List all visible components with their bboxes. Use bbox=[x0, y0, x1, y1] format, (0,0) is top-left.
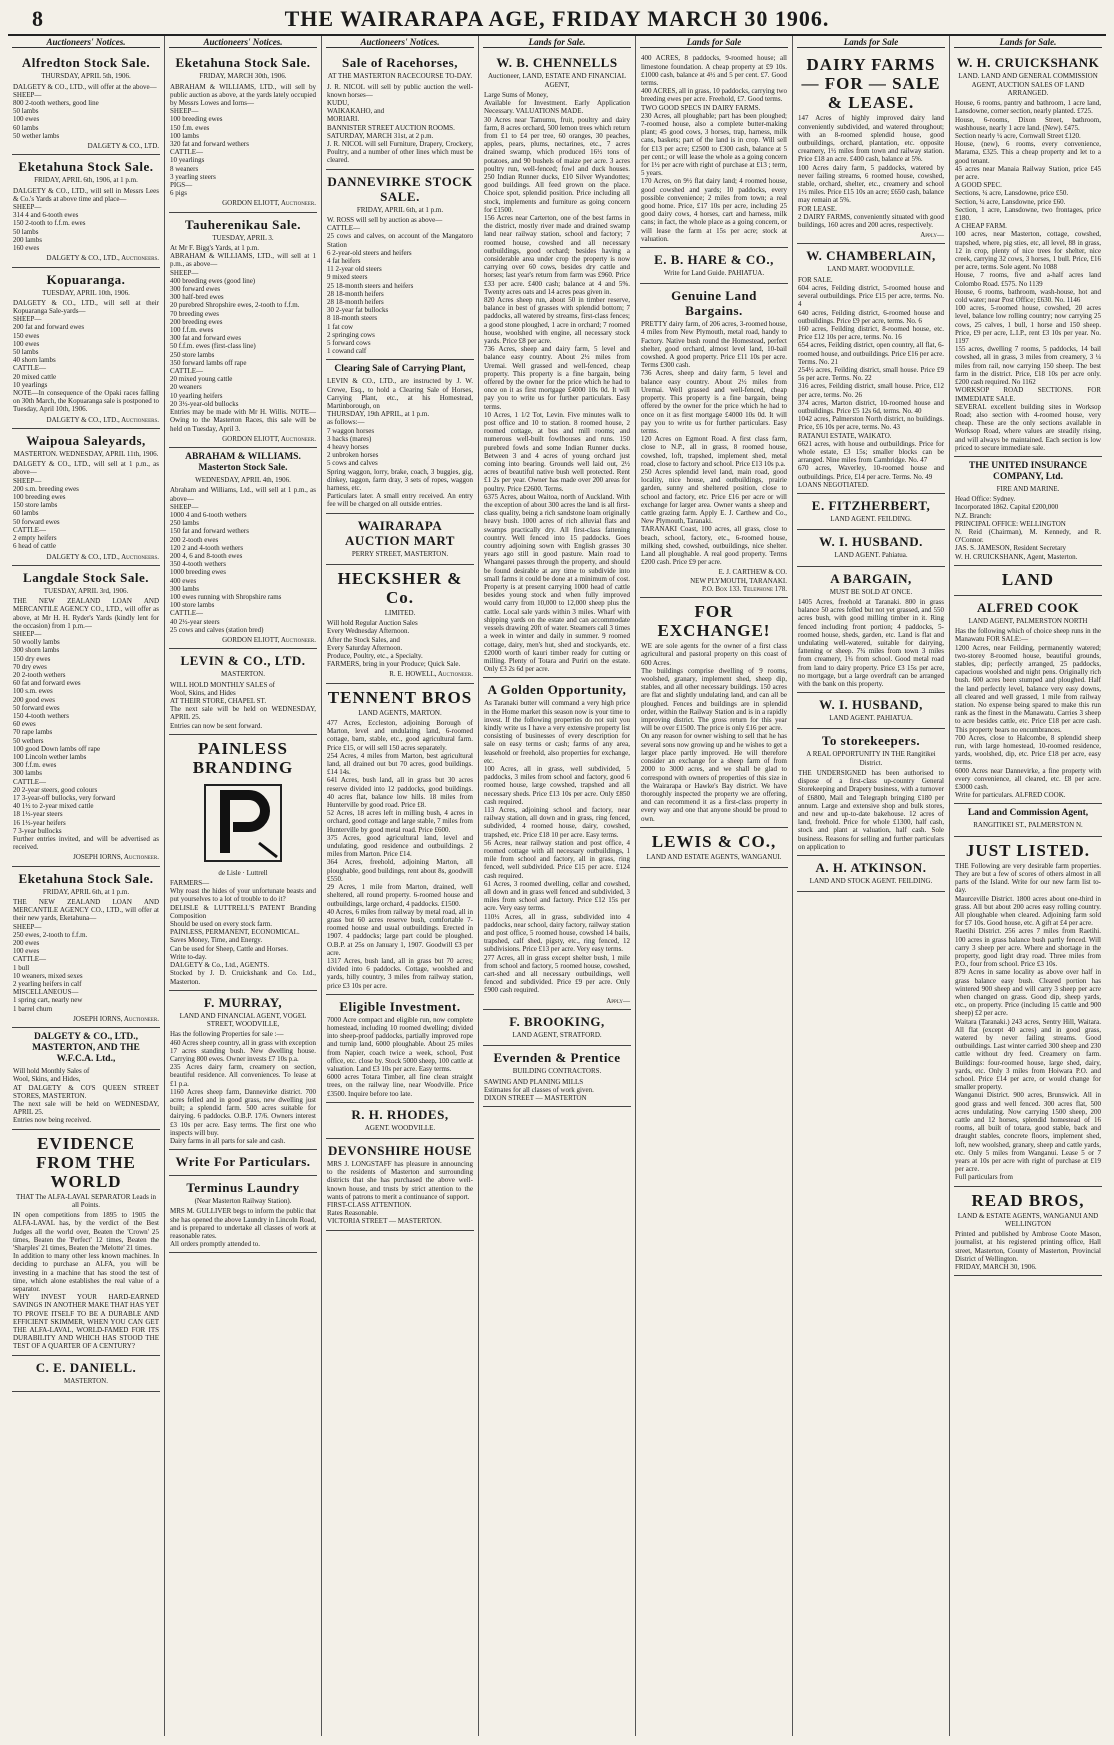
advertisement bbox=[483, 51, 631, 678]
ad-signature: DALGETY & CO., LTD. bbox=[87, 142, 159, 151]
ad-heading: Eketahuna Stock Sale. bbox=[175, 55, 311, 71]
ad-body: Large Sums of Money, Available for Investment. Early Application Necessary. VALUATIONS MADE. 30 Acres near Tamumu, fruit, poultry and dairy farm, 8 acres orchard, 500 lemon trees which return from £1 to £4 per tree, 60 oranges, 30 peaches, apples, pears, plums, nectarines, etc., 7 acres drained swamp, which produced 16½ tons of potatoes, and 90 bushels of maize per acre. 3 acres poultry run, well-fenced; fowl and duck houses. 250 Indian Runner ducks, £10 Silver Wyandottes; good buildings. All feed grown on the place. Choice spot, splendid position. Price including all stock, implements and furniture as going concern for £1500. 156 Acres near Carterton, one of the best farms in the district, mostly river made and drained swamp land near railway station, school and factory; 7 roomed house, cowshed and all necessary outbuildings, good orchard; besides having a considerable area under crop the property is now carrying over 60 cows, besides dry cattle and horses; last year's return from farm was £960. Price £33 per acre. £400 cash; balance at 4 and 5%. Twenty acres oats and 14 acres peas given in. 820 Acres sheep run, about 50 in timber reserve, balance in best of grasses with splendid bottom; 7 paddocks, all watered by streams, first-class fences; a good stone ploughed, 1 acre in orchard; 7 roomed house, woolshed with engine, all necessary stock yards. Price £8 per acre. 736 Acres, sheep and dairy farm, 5 level and balance easy country. About 2½ miles from Uremai. Well grassed and well-fenced, cheap property. This property is a fine bargain, being offered by the owner for the price which he had to once on it as first mortgage £4000 10s 0d. It will pay you to write us for further particulars. Easy terms. 10 Acres, 1 1/2 Tot, Levin. Five minutes walk to post office and 10 to station. 8 roomed house, 2 roomed cottage, at bus and mill rooms; and numerous well-built fowlhouses and runs. 150 purebred fowls and some Indian Runner ducks. Between 3 and 4 acres of young orchard just coming into bearing. Grounds well laid out, 2½ acres of beautiful native bush well protected. Rent £1 2s per year. Owner has made over 200 areas for poultry. Price £2600. Terms. 6375 Acres, about Waitoa, north of Auckland. With the exception of about 300 acres the land is all first-class quality, being a rich sandstone loam originally heavy bush. 1000 acres of rich alluvial flats and swamps practically dry. All first-class fattening country. Well fenced into 15 paddocks. Goes country adjoining sown with English grasses 30 years ago still in good pasture. Main road to Whangarei passes through the property, and should be found desirable at any time to subdivide into small farms it could be done at a minimum of cost. Property is at present carrying 1000 head of cattle besides young stock and when fully improved would carry from 10,000 to 12,000 sheep plus the cattle. Local sale yards within 3 miles. Wharf with shipping yards on the estate and can accommodate vessels drawing 20ft of water. Steamers call 3 times a week in winter and daily in summer. 9 roomed cottage, dairy, men's hut, shed and stockyards, etc. £2000 worth of kauri timber ready for cutting or milling. Plenty of Totara and Puriri on the estate. Only £3 2s 6d per acre. bbox=[484, 90, 630, 674]
advertisement bbox=[954, 804, 1102, 836]
ad-heading: READ BROS, bbox=[971, 1190, 1085, 1210]
advertisement bbox=[326, 1103, 474, 1139]
advertisement bbox=[326, 1139, 474, 1231]
ad-body: WILL HOLD MONTHLY SALES of Wool, Skins, and Hides AT THEIR STORE, CHAPEL ST. The next sale will be held on WEDNESDAY, APRIL 25. Entries can now be sent forward. bbox=[170, 680, 316, 730]
advertisement bbox=[797, 51, 945, 244]
page-number: 8 bbox=[32, 6, 43, 31]
column-header: Lands for Sale bbox=[797, 38, 945, 48]
ad-body: 147 Acres of highly improved dairy land conveniently subdivided, and watered throughout; with an 8-roomed splendid house, good outbuildings, orchard, plantation, etc. opposite creamery, 1½ miles from town and railway station. Price £18 an acre. £400 cash, balance at 5%. 100 Acres dairy farm, 5 paddocks, watered by never failing streams, 6 roomed house, cowshed, stable, orchard, shelter, etc., creamery and school 1½ miles. Price £15 10s an acre; £650 cash, balance may remain at 5%. FOR LEASE. 2 DAIRY FARMS, conveniently situated with good buildings, 160 acres and 200 acres, respectively. bbox=[798, 114, 944, 229]
ad-body: MRS M. GULLIVER begs to inform the public that she has opened the above Laundry in Lincoln Road, and is prepared to undertake all classes of work at reasonable rates. All orders promptly attended to. bbox=[170, 1207, 316, 1249]
ad-subheading: THURSDAY, APRIL 5th, 1906. bbox=[41, 72, 131, 81]
advertisement bbox=[954, 566, 1102, 596]
column-header: Lands for Sale. bbox=[483, 38, 631, 48]
advertisement bbox=[640, 284, 788, 598]
ad-body: Has the following Properties for sale :— 460 Acres sheep country, all in grass with exception 17 acres standing bush. New dwelling house. Carrying 800 ewes. Owner invests £7 10s p.a. 235 Acres dairy farm, creamery on section, beautiful residence. All conveniences. To lease at £1 p.a. 1160 Acres sheep farm, Dannevirke district. 700 acres felled and in good grass, new dwelling just built; a splendid farm. 500 acres suitable for dairying. 6 paddocks. O.B.P. 17/6. Owners interest £3 10s per acre. Easy terms. The first one who inspects will buy. Dairy farms in all parts for sale and cash. bbox=[170, 1030, 316, 1145]
ad-subheading: TUESDAY, APRIL 3rd, 1906. bbox=[43, 586, 129, 595]
ad-subheading: Write for Land Guide. PAHIATUA. bbox=[663, 268, 765, 277]
ad-subheading: TUESDAY, APRIL 10th, 1906. bbox=[42, 288, 130, 297]
ad-subheading: LAND MART. WOODVILLE. bbox=[827, 265, 915, 274]
advertisement bbox=[797, 494, 945, 530]
advertisement bbox=[326, 514, 474, 565]
ad-body: 7000 Acre compact and eligible run, now complete homestead, including 10 roomed dwelling; divided into sheep-proof paddocks, partially improved rope and turnip land, 6000 ploughable. About 25 miles from Napier, coach twice a week, school, Post office, etc. close by. Stock 5000 sheep, 100 cattle at valuation. Land £3 10s per acre. Easy terms. 6000 acres Totara Timber, all fine clean straight trees, on the railway line, near Woodville. Price £3500. Inquire before too late. bbox=[327, 1015, 473, 1098]
ad-subheading: MASTERTON. WEDNESDAY, APRIL 11th, 1906. bbox=[13, 449, 159, 458]
ad-body: WE are sole agents for the owner of a first class agricultural and pastoral property on this coast of 600 Acres. The buildings comprise dwelling of 9 rooms, woolshed, granary, implement shed, sheep dip, stables, and all other necessary buildings. 150 acres are flat and slightly undulating land, and can all be ploughed. Fences and buildings are in splendid order, within the Railway Station and is in a rapidly improving district. The gross return for this year will be over £1500. The price is only £16 per acre. On any reason for owner wishing to sell that he has several sons now growing up and he wishes to get a larger place partly improved. He will therefore consider an exchange for a sheep farm of from 2000 to 3000 acres, and we shall be glad to correspond with owners of properties of this size in the Wairarapa or Hawke's Bay district. We have thoroughly inspected the property we are offering, and can recommend it as a first-class property in every way and one that anyone should be proud to own. bbox=[641, 642, 787, 823]
ad-heading: Genuine Land Bargains. bbox=[671, 288, 757, 319]
ad-subheading: FRIDAY, APRIL 6th, at 1 p.m. bbox=[356, 205, 444, 214]
ad-body: At Mr F. Bigg's Yards, at 1 p.m. ABRAHAM & WILLIAMS, LTD., will sell at 1 p.m., as above— SHEEP— 400 breeding ewes (good line) 300 forward ewes 300 half-bred ewes 20 purebred Shropshire ewes, 2-tooth to f.f.m. 70 breeding ewes 200 breeding ewes 100 f.f.m. ewes 300 fat and forward ewes 50 f.f.m. ewes (first-class line) 250 store lambs 350 forward lambs off rape CATTLE— 20 mixed young cattle 20 weaners 10 yearling heifers 20 3½-year-old bullocks Entries may be made with Mr H. Willis. NOTE—Owing to the Masterton Races, this sale will be held on Tuesday, April 3. bbox=[170, 244, 316, 433]
ad-subheading: AGENT. WOODVILLE. bbox=[364, 1123, 436, 1132]
ad-heading: WAIRARAPA AUCTION MART bbox=[345, 517, 455, 548]
ad-body: THE NEW ZEALAND LOAN AND MERCANTILE AGENCY CO., LTD., will offer at their new yards, Eketahuna— SHEEP— 250 ewes, 2-tooth to f.f.m. 200 ewes 100 ewes CATTLE— 1 bull 10 weaners, mixed sexes 2 yearling heifers in calf MISCELLANEOUS— 1 spring cart, nearly new 1 barrel churn bbox=[13, 897, 159, 1013]
ad-heading: Eketahuna Stock Sale. bbox=[18, 870, 154, 886]
ad-body: Head Office: Sydney. Incorporated 1862. Capital £200,000 N.Z. Branch: PRINCIPAL OFFICE: WELLINGTON N. Reid (Chairman), M. Kennedy, and R. O'Connor. JAS. S. JAMESON, Resident Secretary W. H. CRUICKSHANK, Agent, Masterton. bbox=[955, 495, 1101, 561]
advertisement bbox=[12, 566, 160, 867]
column-5 bbox=[636, 36, 793, 1736]
advertisement bbox=[326, 684, 474, 995]
ad-body: IN open competitions from 1895 to 1905 the ALFA-LAVAL has, by the verdict of the Best Judges all the world over, Beaten the 'Crown' 25 times, Beaten the 'Perfect' 12 times, Beaten the 'Sharples' 21 times, Beaten the 'Melotte' 21 times. In addition to many other less known machines. In deciding to purchase an ALFA, you will be investing in a machine that has stood the test of time, which alone establishes the real value of a separator. WHY INVEST YOUR HARD-EARNED SAVINGS IN ANOTHER MAKE THAT HAS YET TO PROVE ITSELF TO BE A DURABLE AND EFFICIENT SKIMMER, WHEN YOU CAN GET THE ALFA-LAVAL, WORLD-FAMED FOR ITS DURABILITY AND WHICH HAS STOOD THE TEST OF A QUARTER OF A CENTURY? bbox=[13, 1211, 159, 1351]
advertisement bbox=[954, 596, 1102, 805]
ad-signature: JOSEPH IORNS, Auctioneer. bbox=[73, 853, 159, 862]
ad-subheading: PERRY STREET, MASTERTON. bbox=[351, 549, 449, 558]
advertisement bbox=[169, 213, 317, 448]
ad-body: DALGETY & CO., LTD., will sell at 1 p.m., as above— SHEEP— 200 s.m. breeding ewes 100 breeding ewes 150 store lambs 60 lambs 50 forward ewes CATTLE— 2 empty heifers 6 head of cattle bbox=[13, 460, 159, 551]
ad-subheading: LAND AGENTS, MARTON. bbox=[358, 708, 442, 717]
advertisement bbox=[954, 1187, 1102, 1277]
ad-heading: W. B. CHENNELLS bbox=[496, 55, 618, 71]
ad-signature: R. E. HOWELL, Auctioneer. bbox=[389, 670, 473, 679]
ad-heading: Evernden & Prentice bbox=[493, 1050, 621, 1066]
ad-subheading: LAND AGENT. PAHIATUA. bbox=[829, 714, 913, 723]
ad-signature: GORDON ELIOTT, Auctioneer. bbox=[222, 434, 316, 443]
ad-body: W. ROSS will sell by auction as above— CATTLE— 25 cows and calves, on account of the Mangatoro Station 6 2-year-old steers and heifers 4 fat heifers 11 2-year old steers 9 mixed steers 25 18-month steers and heifers 28 18-month heifers 28 18-month heifers 30 2-year fat bullocks 8 18-month steers 1 fat cow 2 springing cows 5 forward cows 1 cowand calf bbox=[327, 215, 473, 356]
ad-heading: PAINLESS BRANDING bbox=[192, 738, 294, 777]
ad-body: 400 ACRES, 8 paddocks, 9-roomed house; all limestone foundation. A cheap property at £9 10s. £1000 cash, balance at 4½ and 5 per cent. £7. Good terms. 400 ACRES, all in grass, 10 paddocks, carrying two breeding ewes per acre. Freehold, £7. Good terms. TWO GOOD SPECS IN DAIRY FARMS. 230 Acres, all ploughable; part has been ploughed; 7-roomed house, also a complete butter-making plant; 45 good cows, 3 horses, trap, harness, milk cans, baskets; part of the land is in crop. Will sell for £13 per acre; £2500 to £300 cash, balance at 5 per cent.; or will lease the whole as a going concern for 1½ per acre with right of purchase at £13 ; term, 5 years. 170 Acres, on 9½ flat dairy land; 4 roomed house, good cowshed and yards; 10 paddocks, every possible convenience; 2 miles from town; a real good home. Price, £17 10s per acre, including 25 good dairy cows, 4 horses, cart and harness, milk cans; in fact, the whole place as a going concern, or will lease the farm at 15s per acre; stock at valuation. bbox=[641, 54, 788, 243]
ad-subheading: LAND AGENT. FEILDING. bbox=[830, 515, 912, 524]
ad-heading: W. CHAMBERLAIN, bbox=[806, 248, 936, 264]
advertisement bbox=[326, 51, 474, 169]
ad-body: ABRAHAM & WILLIAMS, LTD., will sell by public auction as above, at the yards lately occupied by Messrs Lowes and Iorns— SHEEP— 100 breeding ewes 150 f.m. ewes 100 lambs 320 fat and forward wethers CATTLE— 10 yearlings 8 weaners 3 yearling steers PIGS— 6 pigs bbox=[170, 82, 316, 198]
ad-body: Will hold Regular Auction Sales Every Wednesday Afternoon. After the Stock Sales, and Every Saturday Afternoon. Produce, Poultry, etc., a Specialty. FARMERS, bring in your Produce; Quick Sale. bbox=[327, 619, 461, 669]
advertisement bbox=[797, 567, 945, 694]
advertisement bbox=[326, 360, 474, 513]
advertisement bbox=[169, 51, 317, 212]
advertisement bbox=[483, 678, 631, 1010]
ad-heading: ABRAHAM & WILLIAMS. Masterton Stock Sale. bbox=[185, 452, 301, 473]
ad-heading: Kopuaranga. bbox=[46, 271, 126, 287]
ad-heading: Waipoua Saleyards, bbox=[26, 432, 146, 448]
column-2 bbox=[165, 36, 322, 1736]
ad-subheading: FRIDAY, APRIL 6th, at 1 p.m. bbox=[42, 887, 130, 896]
column-header: Auctioneers' Notices. bbox=[12, 38, 160, 48]
ad-heading: Eketahuna Stock Sale. bbox=[18, 159, 154, 175]
advertisement bbox=[12, 51, 160, 155]
ad-heading: W. I. HUSBAND, bbox=[819, 697, 923, 713]
ad-subheading: Auctioneer, LAND, ESTATE AND FINANCIAL AGENT, bbox=[488, 72, 626, 89]
ad-heading: Eligible Investment. bbox=[339, 998, 461, 1014]
ad-body: Will hold Monthly Sales of Wool, Skins, and Hides, AT DALGETY & CO'S QUEEN STREET STORES, MASTERTON. The next sale will be held on WEDNESDAY, APRIL 25. Entries now being received. bbox=[13, 1067, 159, 1125]
ad-subheading: A REAL OPPORTUNITY IN THE Rangitikei District. bbox=[806, 750, 936, 767]
ad-heading: Land and Commission Agent, bbox=[967, 808, 1089, 819]
ad-heading: W. I. HUSBAND. bbox=[819, 534, 923, 550]
advertisement bbox=[797, 244, 945, 494]
ad-subheading: FRIDAY, APRIL 6th, 1906, at 1 p.m. bbox=[34, 176, 138, 185]
ad-body: FARMERS— Why roast the hides of your unfortunate beasts and put yourselves to a lot of trouble to do it? DELISLE & LUTTRELL'S PATENT Branding Composition Should be used on every stock farm. PAINLESS, PERMANENT, ECONOMICAL. Saves Money, Time, and Energy. Can be used for Sheep, Cattle and Horses. Write to-day. DALGETY & Co., Ltd., AGENTS. Stocked by J. D. Cruickshank and Co. Ltd., Masterton. bbox=[170, 879, 316, 986]
ad-subheading: LAND AND STOCK AGENT. FEILDING. bbox=[809, 877, 933, 886]
advertisement bbox=[169, 1150, 317, 1176]
ad-heading: TENNENT BROS bbox=[327, 687, 473, 707]
masthead bbox=[8, 4, 1106, 36]
advertisement bbox=[640, 51, 788, 248]
ad-heading: HECKSHER & Co. bbox=[337, 568, 463, 607]
brand-p-icon bbox=[203, 783, 283, 863]
ad-heading: DAIRY FARMS — FOR — SALE & LEASE. bbox=[801, 55, 941, 113]
ad-heading: JUST LISTED. bbox=[965, 840, 1091, 860]
ad-subheading: LIMITED. bbox=[384, 608, 416, 617]
advertisement bbox=[169, 1176, 317, 1253]
ad-body: Has the following which of choice sheep runs in the Manawatu FOR SALE:— 1200 Acres, near Feilding, permanently watered; two-storey 8-roomed house, beautiful grounds, stables, dip; perfectly arranged, 25 paddocks, capacious woolshed and night pens. Originally rich bush. 600 acres been stumped and ploughed. Half the land perfectly level, balance very easy downs, all cleared and well grassed, 1 mile from railway station. No expense being spared to make this run rank as the finest in the Manawatu. Carries 3 sheep to acre besides cattle, etc. Price £18 per acre cash. This property bears no encumbrances. 700 Acres, close to Halcombe, 8 splendid sheep run, with large homestead, 10-roomed residence, yards, woolshed, dip, etc. Price £18 per acre, easy terms. 6000 Acres near Dannevirke, a fine property with every convenience, all cleared, etc. £8 per acre. £3000 cash. Write for particulars. ALFRED COOK. bbox=[955, 627, 1101, 800]
ad-signature: Apply— bbox=[606, 996, 630, 1005]
advertisement bbox=[797, 693, 945, 729]
ad-subheading: LAND & ESTATE AGENTS, WANGANUI AND WELLINGTON bbox=[957, 1211, 1099, 1228]
advertisement bbox=[12, 268, 160, 429]
advertisement bbox=[954, 457, 1102, 566]
advertisement bbox=[169, 735, 317, 991]
ad-subheading: FRIDAY, MARCH 30th, 1906. bbox=[199, 72, 287, 81]
ad-heading: FOR EXCHANGE! bbox=[657, 602, 771, 641]
ad-subheading: TUESDAY, APRIL 3. bbox=[212, 233, 274, 242]
ad-heading: DEVONSHIRE HOUSE bbox=[328, 1143, 472, 1159]
advertisement bbox=[12, 429, 160, 566]
ad-body: DALGETY & CO., LTD., will sell in Messrs Lees & Co.'s Yards at above time and place— SHEEP— 314 4 and 6-tooth ewes 150 2-tooth to f.f.m. ewes 50 lambs 200 lambs 160 ewes bbox=[13, 186, 159, 253]
ad-body: LEVIN & CO., LTD., are instructed by J. W. Crewe, Esq., to hold a Clearing Sale of Horses, Carrying Plant, etc., at his Homestead, Martinborough, on THURSDAY, 19th APRIL, at 1 p.m. as follows:— 7 waggon horses 3 hacks (mares) 4 heavy horses 2 unbroken horses 5 cows and calves Spring waggon, lorry, brake, coach, 3 buggies, gig, dinkey, taggon, farm dray, 3 sets of ropes, waggon harness, etc. Particulars later. A small entry received. An entry fee will be charged on all outside entries. bbox=[327, 377, 473, 509]
column-header: Auctioneers' Notices. bbox=[326, 38, 474, 48]
ad-subheading: THAT The ALFA-LAVAL SEPARATOR Leads in all Points. bbox=[15, 1192, 157, 1209]
advertisement bbox=[326, 995, 474, 1103]
advertisement bbox=[12, 1356, 160, 1392]
ad-signature: DALGETY & CO., LTD., Auctioneers. bbox=[46, 415, 159, 424]
ad-heading: EVIDENCE FROM THE WORLD bbox=[36, 1133, 136, 1191]
ad-heading: F. MURRAY, bbox=[203, 994, 283, 1010]
column-3 bbox=[322, 36, 479, 1736]
ad-body: Printed and published by Ambrose Coote Mason, journalist, at his registered printing office, Hall street, Masterton, County of Masterton, Provincial District of Wellington. FRIDAY, MARCH 30, 1906. bbox=[955, 1230, 1101, 1272]
ad-body: MRS J. LONGSTAFF has pleasure in announcing to the residents of Masterton and surrounding districts that she has purchased the above well-known house, and trusts by strict attention to the wants of patrons to merit a continuance of support. FIRST-CLASS ATTENTION. Rates Reasonable. VICTORIA STREET — MASTERTON. bbox=[327, 1160, 473, 1226]
ad-subheading: MASTERTON. bbox=[221, 670, 265, 679]
ad-subheading: LAND. LAND AND GENERAL COMMISSION AGENT, AUCTION SALES OF LAND ARRANGED. bbox=[958, 72, 1098, 97]
ad-subheading: LAND AGENT, PALMERSTON NORTH bbox=[968, 616, 1088, 625]
newspaper-title: THE WAIRARAPA AGE, FRIDAY MARCH 30 1906. bbox=[284, 6, 830, 31]
advertisement bbox=[797, 530, 945, 566]
column-4 bbox=[479, 36, 636, 1736]
ad-heading: ALFRED COOK bbox=[977, 599, 1079, 615]
ad-heading: Alfredton Stock Sale. bbox=[21, 55, 151, 71]
ad-heading: F. BROOKING, bbox=[509, 1013, 605, 1029]
advertisement bbox=[169, 448, 317, 649]
advertisement bbox=[797, 856, 945, 892]
column-header: Auctioneers' Notices. bbox=[169, 38, 317, 48]
ad-heading: DALGETY & CO., LTD., MASTERTON, AND THE W.F.C.A. Ltd., bbox=[32, 1032, 140, 1065]
ad-heading: To storekeepers. bbox=[821, 733, 921, 749]
ad-signature: JOSEPH IORNS, Auctioneer. bbox=[73, 1014, 159, 1023]
ad-body: DALGETY & CO., LTD., will offer at the above— SHEEP— 800 2-tooth wethers, good line 50 lambs 100 ewes 60 lambs 50 wether lambs bbox=[13, 82, 157, 140]
ad-subheading: de Lisle · Luttrell bbox=[218, 868, 268, 877]
column-7 bbox=[950, 36, 1106, 1736]
advertisement bbox=[483, 1010, 631, 1046]
advertisement bbox=[169, 991, 317, 1150]
ad-body: J. R. NICOL will sell by public auction the well-known horses— KUDU, WAIKAKAHO, and MORIARI. BANNISTER STREET AUCTION ROOMS. SATURDAY, MARCH 31st, at 2 p.m. J. R. NICOL will sell Furniture, Drapery, Crockery, Poultry, and a number of other lines which must be cleared. bbox=[327, 82, 473, 165]
ad-body: DALGETY & CO., LTD., will sell at their Kopuaranga Sale-yards— SHEEP— 200 fat and forward ewes 150 ewes 100 ewes 50 lambs 40 shorn lambs CATTLE— 20 mixed cattle 10 yearlings NOTE—In consequence of the Opaki races falling on 30th March, the Kopuaranga sale is postponed to Tuesday, April 10th, 1906. bbox=[13, 298, 159, 414]
ad-body: 1405 Acres, freehold at Taranaki. 800 in grass balance 50 acres felled but not yet grassed, and 550 acres bush, with good milling timber in it. Ring fenced including front portion; 4 paddocks, 5-roomed house, sheds, garden, etc. Land is flat and undulating well-watered, suitable for dairying, fattening or sheep. 7¾ miles from town 3 miles from creamery, 1¾ from school. Good metal road from land to dairy property. Price £3 15s per acre, no mortgage, but a large overdraft can be arranged with the bank on this property. bbox=[798, 597, 944, 688]
ad-subheading: MUST BE SOLD AT ONCE. bbox=[829, 587, 913, 596]
ad-subheading: AT THE MASTERTON RACECOURSE TO-DAY. bbox=[327, 72, 473, 81]
ad-subheading: LAND AGENT, STRATFORD. bbox=[512, 1030, 602, 1039]
ad-heading: C. E. DANIELL. bbox=[35, 1359, 137, 1375]
column-6 bbox=[793, 36, 950, 1736]
column-1 bbox=[8, 36, 165, 1736]
ad-body: Abraham and Williams, Ltd., will sell at 1 p.m., as above— SHEEP— 1000 4 and 6-tooth wethers 250 lambs 150 fat and forward wethers 200 2-tooth ewes 120 2 and 4-tooth wethers 200 4, 6 and 8-tooth ewes 350 4-tooth wethers 1000 breeding ewes 400 ewes 300 lambs 100 ewes running with Shropshire rams 100 store lambs CATTLE— 40 2½-year steers 25 cows and calves (station bred) bbox=[170, 486, 316, 634]
ad-subheading: LAND AND ESTATE AGENTS, WANGANUI. bbox=[646, 852, 782, 861]
columns bbox=[8, 36, 1106, 1736]
ad-heading: Write For Particulars. bbox=[175, 1154, 311, 1170]
advertisement bbox=[12, 155, 160, 267]
ad-body: THE NEW ZEALAND LOAN AND MERCANTILE AGENCY CO., LTD., will offer as above, at Mr H. H. Ryder's Yards (kindly lent for the occasion) from 1 p.m.— SHEEP— 50 woolly lambs 300 shorn lambs 150 dry ewes 70 dry ewes 20 2-tooth wethers 60 fat and forward ewes 100 s.m. ewes 200 good ewes 50 forward ewes 150 4-tooth wethers 60 ewes 70 rape lambs 50 wethers 100 good Down lambs off rape 100 Lincoln wether lambs 300 f.f.m. ewes 300 lambs CATTLE— 20 2-year steers, good colours 17 3-year-off bullocks, very forward 40 1½ to 2-year mixed cattle 18 1½-year steers 16 1½-year heifers 7 3-year bullocks Further entries invited, and will be advertised as received. bbox=[13, 597, 159, 852]
advertisement bbox=[640, 598, 788, 827]
ad-signature: E. J. CARTHEW & CO. NEW PLYMOUTH, TARANAKI. P.O. Box 133. Telephone 178. bbox=[690, 568, 787, 593]
advertisement bbox=[326, 170, 474, 361]
ad-subheading: (Near Masterton Railway Station). bbox=[194, 1197, 292, 1206]
ad-heading: E. B. HARE & CO., bbox=[654, 251, 774, 267]
ad-subheading: FIRE AND MARINE. bbox=[996, 484, 1060, 493]
column-header: Lands for Sale bbox=[640, 38, 788, 48]
column-header: Lands for Sale. bbox=[954, 38, 1102, 48]
advertisement bbox=[797, 729, 945, 856]
ad-heading: THE UNITED INSURANCE COMPANY, Ltd. bbox=[968, 460, 1088, 482]
ad-subheading: MASTERTON. bbox=[64, 1376, 108, 1385]
ad-heading: LEVIN & CO., LTD. bbox=[180, 653, 306, 669]
advertisement bbox=[640, 828, 788, 868]
ad-heading: R. H. RHODES, bbox=[351, 1106, 449, 1122]
ad-heading: Sale of Racehorses, bbox=[341, 55, 458, 71]
ad-subheading: LAND AND FINANCIAL AGENT, VOGEL STREET, WOODVILLE, bbox=[179, 1011, 307, 1028]
advertisement bbox=[954, 837, 1102, 1187]
ad-body: SAWING AND PLANING MILLS Estimates for all classes of work given. DIXON STREET — MASTERTON bbox=[484, 1077, 594, 1102]
ad-body: THE UNDERSIGNED has been authorised to dispose of a first-class up-country General Storekeeping and Drapery business, with a turnover of £6800, Mail and Telegraph bringing £180 per annum. Large and extensive shop and bulk stores, and new and up-to-date bakehouse. 12 acres of land, freehold. Price for whole £1300, half cash, stock and plant at valuation, half cash. Sole business. Reasons for selling and further particulars on application to bbox=[798, 769, 944, 851]
ad-heading: Clearing Sale of Carrying Plant, bbox=[334, 364, 466, 375]
ad-signature: GORDON ELIOTT, Auctioneer. bbox=[222, 199, 316, 208]
ad-signature: DALGETY & CO., LTD., Auctioneers. bbox=[46, 552, 159, 561]
advertisement bbox=[12, 1130, 160, 1356]
advertisement bbox=[954, 51, 1102, 457]
ad-heading: A BARGAIN, bbox=[830, 570, 912, 586]
advertisement bbox=[12, 867, 160, 1028]
advertisement bbox=[169, 649, 317, 735]
ad-subheading: WEDNESDAY, APRIL 4th, 1906. bbox=[195, 476, 291, 484]
ad-signature: DALGETY & CO., LTD., Auctioneers. bbox=[46, 254, 159, 263]
ad-heading: Tauherenikau Sale. bbox=[185, 216, 301, 232]
ad-heading: LEWIS & CO., bbox=[651, 831, 777, 851]
ad-heading: A Golden Opportunity, bbox=[487, 682, 627, 698]
ad-heading: W. H. CRUICKSHANK bbox=[956, 55, 1100, 71]
ad-body: 477 Acres, Eccleston, adjoining Borough of Marton, level and undulating land, 6-roomed cottage, barn, stable, etc., good agricultural farm. Price £15, or will sell 150 acres separately. 254 Acres, 4 miles from Marton, best agricultural land, all drained out but 70 acres, good buildings. £14 14s. 641 Acres, bush land, all in grass but 30 acres reserve divided into 12 paddocks, good buildings. 40 acres flat, balance low hills. 18 miles from Hunterville by good road. Price £8. 52 Acres, 18 acres left in milling bush, 4 acres in orchard, good cottage and large stable, 7 miles from Hunterville by good metal road. Price £600. 375 Acres, good agricultural land, level and undulating, good residence and outbuildings. 2 miles from Marton. Price £14. 364 Acres, freehold, adjoining Marton, all ploughable, good buildings, rent about 8s, goodwill £550. 29 Acres, 1 mile from Marton, drained, well sheltered, all round property. 6-roomed house and outbuildings, large orchard, 4 paddocks. £1500. 40 Acres, 6 miles from railway by metal road, all in grass but 60 acres reserve bush, comfortable 7-roomed house and usual outbuildings. Erected in 1907. 4 paddocks; large part could be ploughed. O.B.P. at 25s on January 1, 1907. Goodwill £3 per acre. 1317 Acres, bush land, all in grass but 70 acres; divided into 6 paddocks. Cottage, woolshed and yards, hilly country, 3 miles from railway station, price £3 10s per acre. bbox=[327, 719, 473, 990]
ad-signature: Apply— bbox=[920, 231, 944, 240]
advertisement bbox=[483, 1046, 631, 1107]
advertisement bbox=[12, 1028, 160, 1129]
ad-body: FOR SALE. 604 acres, Feilding district, 5-roomed house and several outbuildings. Price £15 per acre, terms. No. 4 640 acres, Feilding district, 6-roomed house and outbuildings. Price £9 per acre, terms. No. 6 160 acres, Feilding district, 8-roomed house, etc. Price £12 10s per acre, terms. No. 16 654 acres, Feilding district, open country, all flat, 6-roomed house, and outbuildings. Price £16 per acre. Terms. No. 21 254½ acres, Feilding district, small house. Price £9 5s per acre. Terms. No. 22 316 acres, Feilding district, small house. Price, £12 per acre, terms. No. 26 374 acres, Marton district, 10-roomed house and outbuildings. Price £5 12s 6d, terms. No. 40 1042 acres, Palmerston North district, no buildings. Price, £6 10s per acre, terms. No. 43 RATANUI ESTATE, WAIKATO. 6621 acres, with house and outbuildings. Price for whole estate, £3 15s; smaller blocks can be arranged. Nine miles from Cambridge. No. 47 670 acres, Waverley, 10-roomed house and outbuildings. Price, £14 per acre. Terms. No. 49 LOANS NEGOTIATED. bbox=[798, 275, 944, 489]
ad-signature: GORDON ELIOTT, Auctioneer. bbox=[222, 635, 316, 644]
ad-heading: E. FITZHERBERT, bbox=[811, 498, 931, 514]
branding-logo bbox=[170, 783, 316, 863]
advertisement bbox=[326, 565, 474, 684]
advertisement bbox=[640, 248, 788, 284]
ad-subheading: RANGITIKEI ST., PALMERSTON N. bbox=[973, 821, 1083, 830]
ad-heading: LAND bbox=[1001, 569, 1055, 589]
ad-subheading: BUILDING CONTRACTORS. bbox=[512, 1067, 602, 1076]
ad-body: THE Following are very desirable farm properties. They are but a few of scores of others almost in all parts of the Island. Write for our new farm list to-day. Maurceville District. 1800 acres about one-third in grass. All but about 200 acres easy rolling country. All ploughable when cleared. Adjoining farm sold for £7 10s. Good house, etc. A gift at £4 per acre. Raetihi District. 256 acres 7 miles from Raetihi. 100 acres in grass balance bush partly fenced. Will carry 3 sheep per acre. Where and shortage in the property, good light dray road. Three miles from P.O., four from school. Price £3 10s. 879 Acres in same locality as above over half in grass balance easy bush. Cleared portion has wintered 900 sheep and will carry 3 sheep per acre when changed on grass. Good dip, sheep yards, etc., on property. Price (including 15 cattle and 900 sheep) £2 per acre. Waitara (Taranaki.) 243 acres, Sentry Hill, Waitara. All flat (except 40 acres) and in good grass, watered by never failing streams. Good outbuildings. Last winter carried 300 sheep and 230 cattle without dry feed. Creamery on farm. Buildings: four-roomed house, large shed, dairy, yards, etc. Only 3 miles from Hoiwara P.O. and school. Price £14 per acre, or would change for smaller property. Wanganui District. 900 acres, Brunswick. All in good grass and well fenced. 300 acres flat, 500 acres undulating. Now carrying 1500 sheep, 200 cattle and 12 horses, splendid homestead of 16 rooms, all built of totara, good stable, back and draught stables, concrete floors, implement shed, loft, new woolshed, granary, sheep and cattle yards, etc. Only 5 miles from Wanganui. Lease 5 or 7 years at 10s per acre with right of purchase at £19 per acre. Full particulars from bbox=[955, 861, 1101, 1182]
ad-body: House, 6 rooms, pantry and bathroom, 1 acre land, Lansdowne, corner section, nearly planted. £725. House, 6-rooms, Dixon Street, bathroom, washhouse, nearly 1 acre land. (New). £475. Section nearly ¼ acre, Cornwall Street £120. House, (new), 6 rooms, every convenience, Marama, £325. This a cheap property and let to a good tenant. 45 acres near Manaia Railway Station, price £45 per acre. A GOOD SPEC. Sections, ¼ acre, Lansdowne, price £50. Section, ¼ acre, Lansdowne, price £60. Section, 1 acre, Lansdowne, two frontages, price £180. A CHEAP FARM. 100 acres, near Masterton, cottage, cowshed, trapshed, where, pig sties, etc, all level, 88 in grass, 12 in crop, plenty of nice trees for shelter, nice creek, carrying 32 cows, 3 horses, 1 bull. Price, £16 per acre, terms. Sole agent. No 1088 House, 7 rooms, five and a-half acres land Colombo Road. £575. No 1139 House, 6 rooms, bathroom, wash-house, hot and cold water; near Post Office; £630. No. 1146 100 acres, 5-roomed house, cowshed, 20 acres level, balance low rolling country; now carrying 25 cows, 25 calves, 1 bull, 1 horse and 150 sheep. Price, £9 per acre, L.I.P., rent £3 10s per year. No. 1197 155 acres, dwelling 7 rooms, 5 paddocks, 14 bail cowshed, all in grass, 3 miles from creamery, 3 ¼ miles from rail, now carrying 150 sheep. The best farm in the district. Price, £18 10s per acre only. £200 cash required. No 1162 WORKSOP ROAD SECTIONS. FOR IMMEDIATE SALE. SEVERAL excellent building sites in Worksop Road; also section with 4-roomed house, very cheap. These are the only sections available in Worksop Road, where values are steadily rising, and will always be maintained. Each section is low priced to secure immediate sale. bbox=[955, 99, 1101, 452]
ad-body: As Taranaki butter will command a very high price in the Home market this season now is your time to invest. If the following properties do not suit you kindly write us I have a very extensive property list consisting of businesses of every description for sale on easy terms or cash; farms of any area, leasehold or freehold, also properties for exchange, etc. 100 Acres, all in grass, well subdivided, 5 paddocks, 3 miles from school and factory, good 6 roomed house, large cowshed, trapshed and all necessary sheds. Price £13 10s per acre. Only £850 cash required. 113 Acres, adjoining school and factory, near railway station, all down and in grass, ring fenced, subdivided, 4 roomed house, dairy, cowshed, trapshed, etc. Price £18 10 per acre. Easy terms. 56 Acres, near railway station and post office, 4 roomed cottage with all necessary outbuildings, 1 mile from school and factory, all in grass, ring fenced, well subdivided. Price £15 per acre. £124 cash required. 61 Acres, 3 roomed dwelling, cellar and cowshed, all down and in grass well fenced and subdivided, 3 miles from school and factory. Price £12 15s per acre. Very easy terms. 110½ Acres, all in grass, subdivided into 4 paddocks, near school, dairy factory, railway station and post office, 5 roomed house, cowshed 14 bails, trapshed, calf shed, pigsty, etc., ring fenced, 12 subdivisions. Price £13 per acre. Very easy terms. 277 Acres, all in grass except shelter bush, 1 mile from school and factory, 5 roomed house, cowshed, cart-shed and all necessary outbuildings, well fenced and subdivided. Price £9 per acre. Only £900 cash required. bbox=[484, 699, 630, 995]
ad-heading: A. H. ATKINSON. bbox=[815, 860, 927, 876]
ad-body: PRETTY dairy farm, of 206 acres, 3-roomed house, 4 miles from New Plymouth, metal road, handy to Factory. Native bush round the Homestead, perfect shelter, good orchard, almost level land, 10-bail cowshed. A good property. Price £11 10s per acre. Terms £300 cash. 736 Acres, sheep and dairy farm, 5 level and balance easy country. About 2½ miles from Uremai. Well grassed and well-fenced, cheap property. This property is a fine bargain, being offered by the owner for the price which he had to once on it as first mortgage £4000 10s 0d. It will pay you to write us for further particulars. Easy terms. 120 Acres on Egmont Road. A first class farm, close to N.P., all in grass, 8 roomed house, cowshed, loft, trapshed, implement shed, metal road, close to factory and school. Price £13 10s p.a. 250 Acres splendid level land, main road, good locality, nice house, and outbuildings, prairie garden, sunny and sheltered position, close to school and factory, etc. Price £16 per acre or will exchange for larger area. Owner wants a sheep and cattle grazing farm. Apply E. J. Carthew and Co., New Plymouth, Taranaki. TARANAKI Coast, 100 acres, all grass, close to beach, school, factory, etc., 6-roomed house, milking shed, cowshed, outbuildings, nice shelter. Land all ploughable. A real good property. Terms £200 cash. Price £9 per acre. bbox=[641, 320, 787, 567]
ad-heading: Terminus Laundry bbox=[186, 1180, 300, 1196]
ad-subheading: LAND AGENT. Pahiatua. bbox=[834, 551, 908, 560]
ad-heading: DANNEVIRKE STOCK SALE. bbox=[327, 173, 473, 204]
ad-heading: Langdale Stock Sale. bbox=[23, 569, 149, 585]
